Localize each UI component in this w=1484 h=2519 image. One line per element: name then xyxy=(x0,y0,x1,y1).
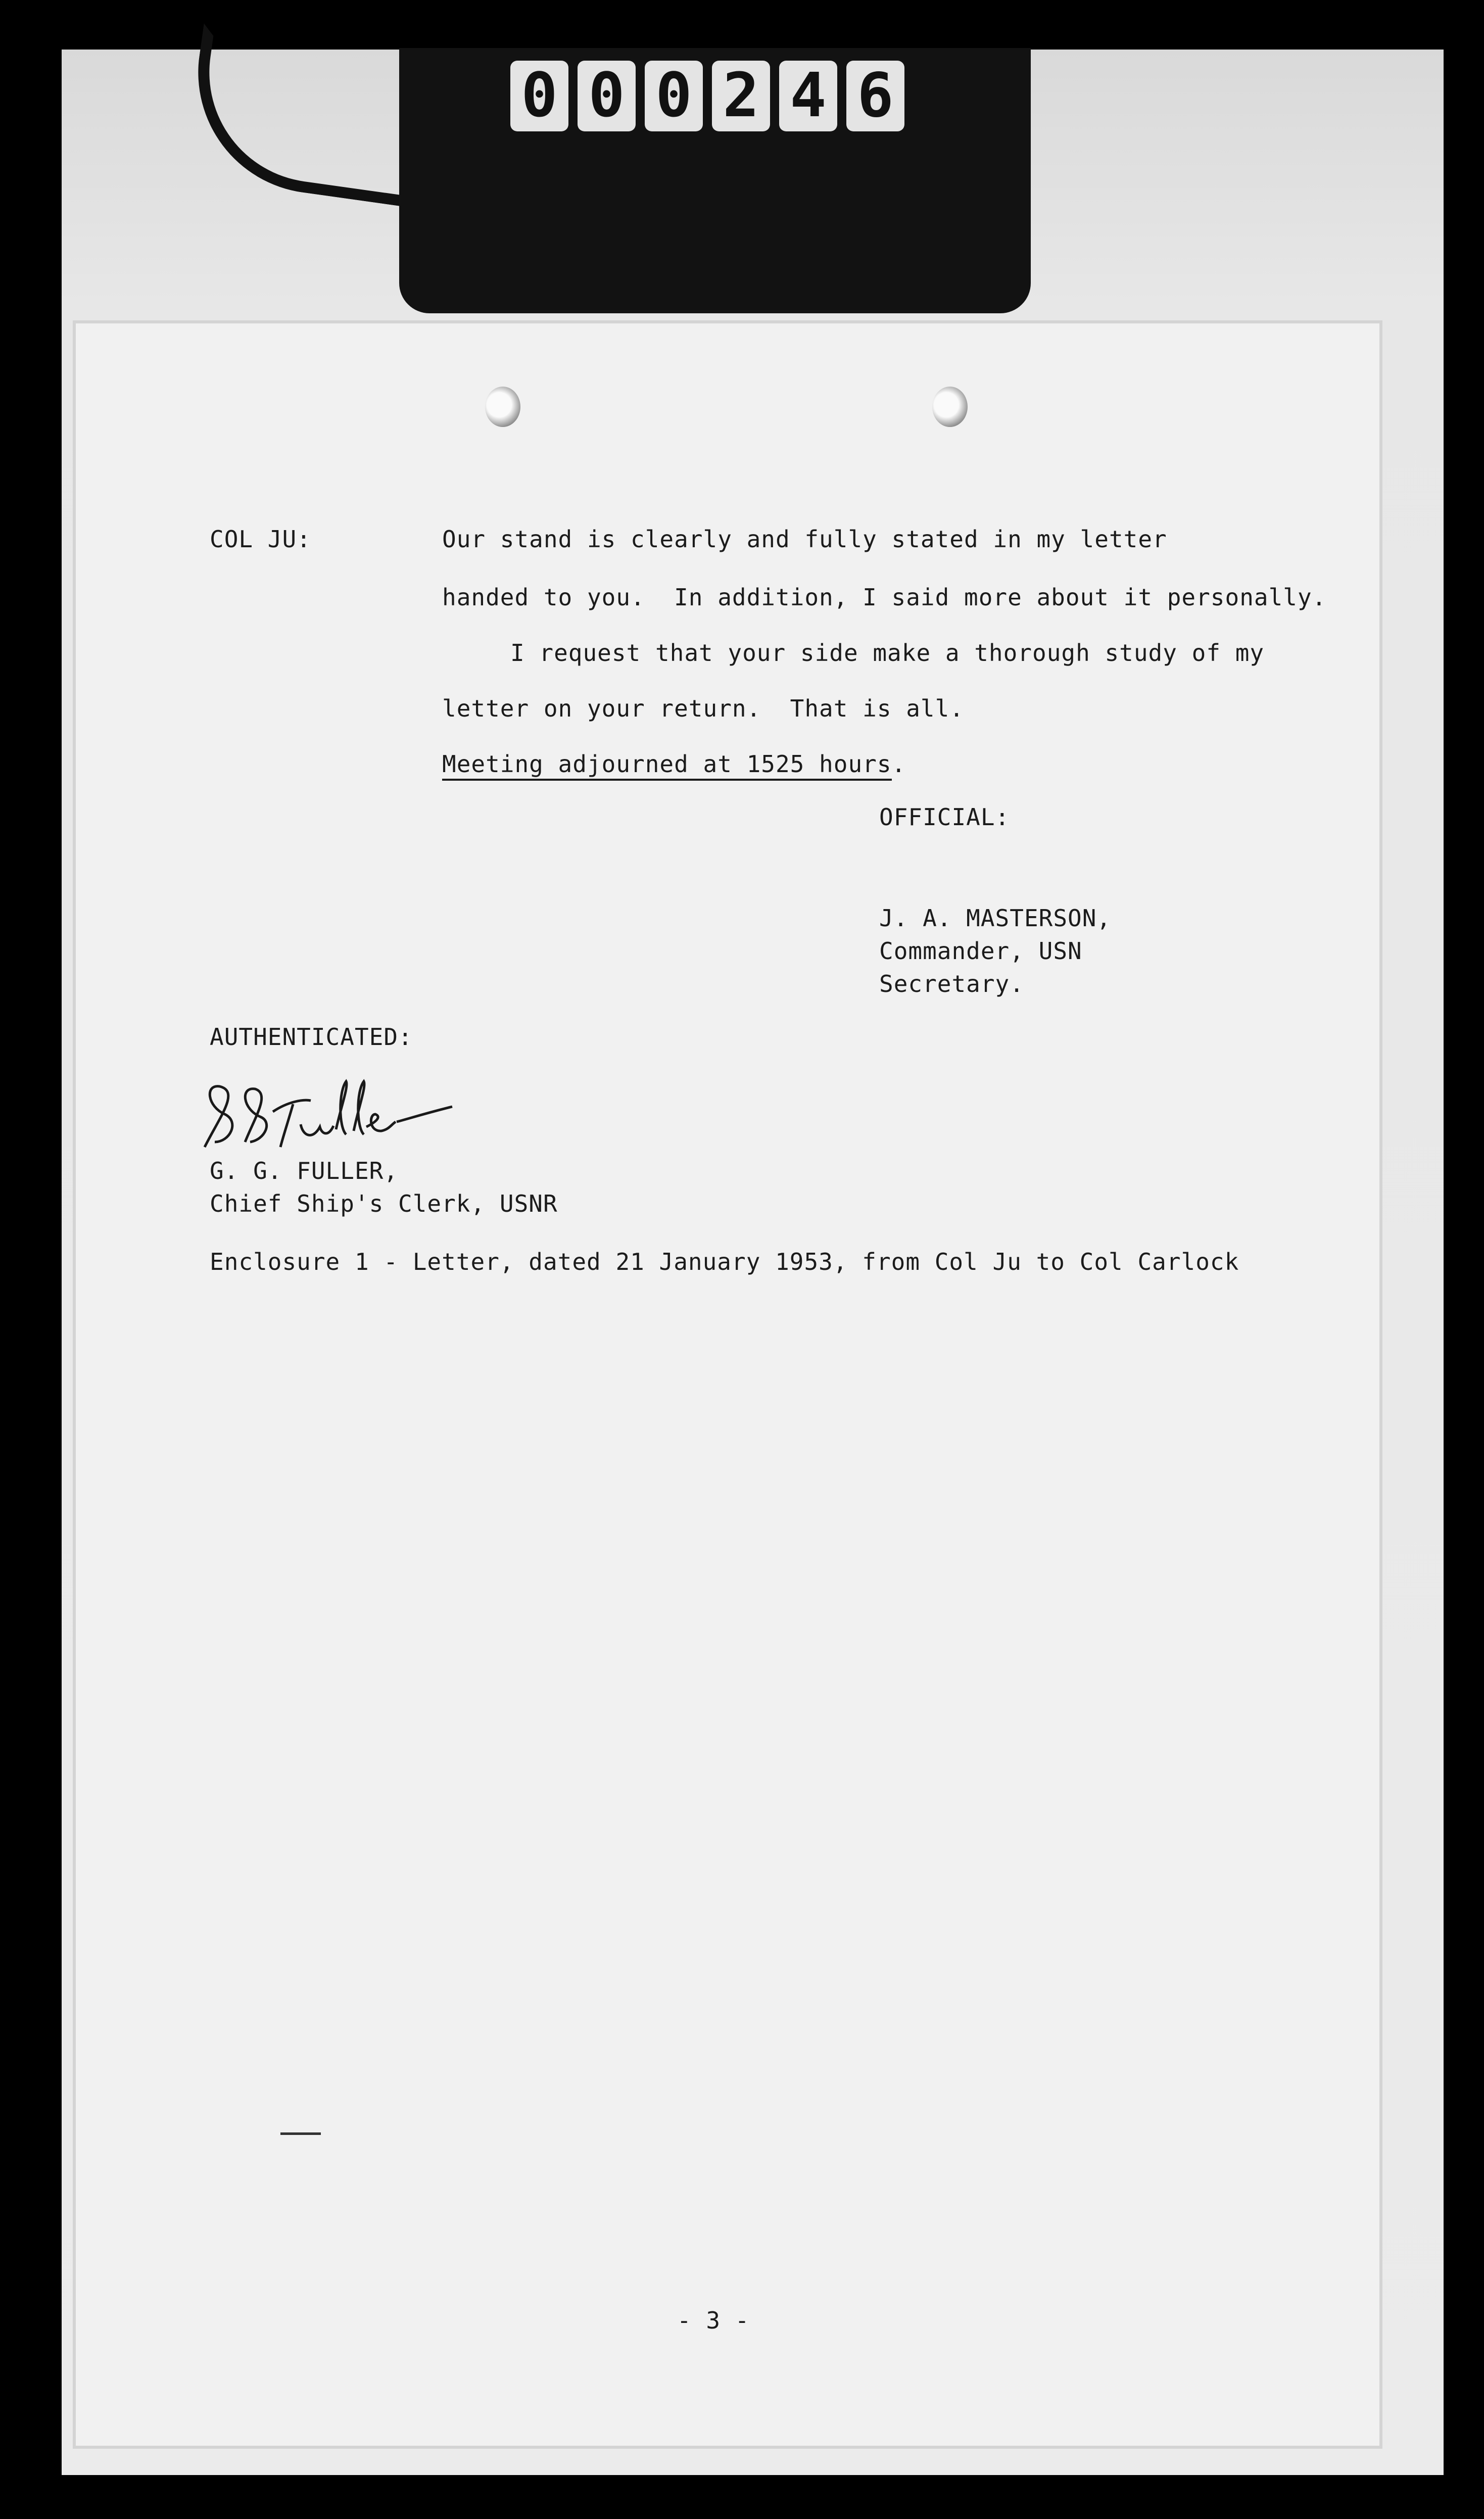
statement-line: I request that your side make a thorough study of my xyxy=(510,639,1265,667)
adjournment-text: Meeting adjourned at 1525 hours xyxy=(442,750,892,781)
document-page xyxy=(76,323,1379,2446)
statement-line: letter on your return. That is all. xyxy=(442,695,964,722)
frame-counter xyxy=(510,61,904,131)
page-number: - 3 - xyxy=(677,2307,750,2334)
enclosure-note: Enclosure 1 - Letter, dated 21 January 1953, from Col Ju to Col Carlock xyxy=(210,1248,1239,1275)
statement-line: Our stand is clearly and fully stated in my letter xyxy=(442,526,1167,553)
punch-hole-left xyxy=(485,387,520,427)
handwritten-signature xyxy=(184,1071,467,1162)
counter-digit: 0 xyxy=(578,61,636,131)
statement-line: handed to you. In addition, I said more about it personally. xyxy=(442,584,1327,611)
counter-digit: 0 xyxy=(645,61,703,131)
counter-digit: 4 xyxy=(779,61,837,131)
adjournment-line xyxy=(442,750,906,778)
official-label: OFFICIAL: xyxy=(879,803,1010,831)
official-rank: Commander, USN xyxy=(879,937,1082,965)
counter-digit: 6 xyxy=(846,61,904,131)
counter-digit: 0 xyxy=(510,61,568,131)
stray-mark xyxy=(280,2132,321,2135)
authenticated-label: AUTHENTICATED: xyxy=(210,1023,413,1051)
official-title: Secretary. xyxy=(879,970,1024,997)
official-name: J. A. MASTERSON, xyxy=(879,905,1112,932)
speaker-label: COL JU: xyxy=(210,526,311,553)
punch-hole-right xyxy=(932,387,968,427)
authenticator-name: G. G. FULLER, xyxy=(210,1157,399,1184)
adjournment-period: . xyxy=(891,750,906,778)
authenticator-title: Chief Ship's Clerk, USNR xyxy=(210,1190,558,1217)
counter-digit: 2 xyxy=(712,61,770,131)
